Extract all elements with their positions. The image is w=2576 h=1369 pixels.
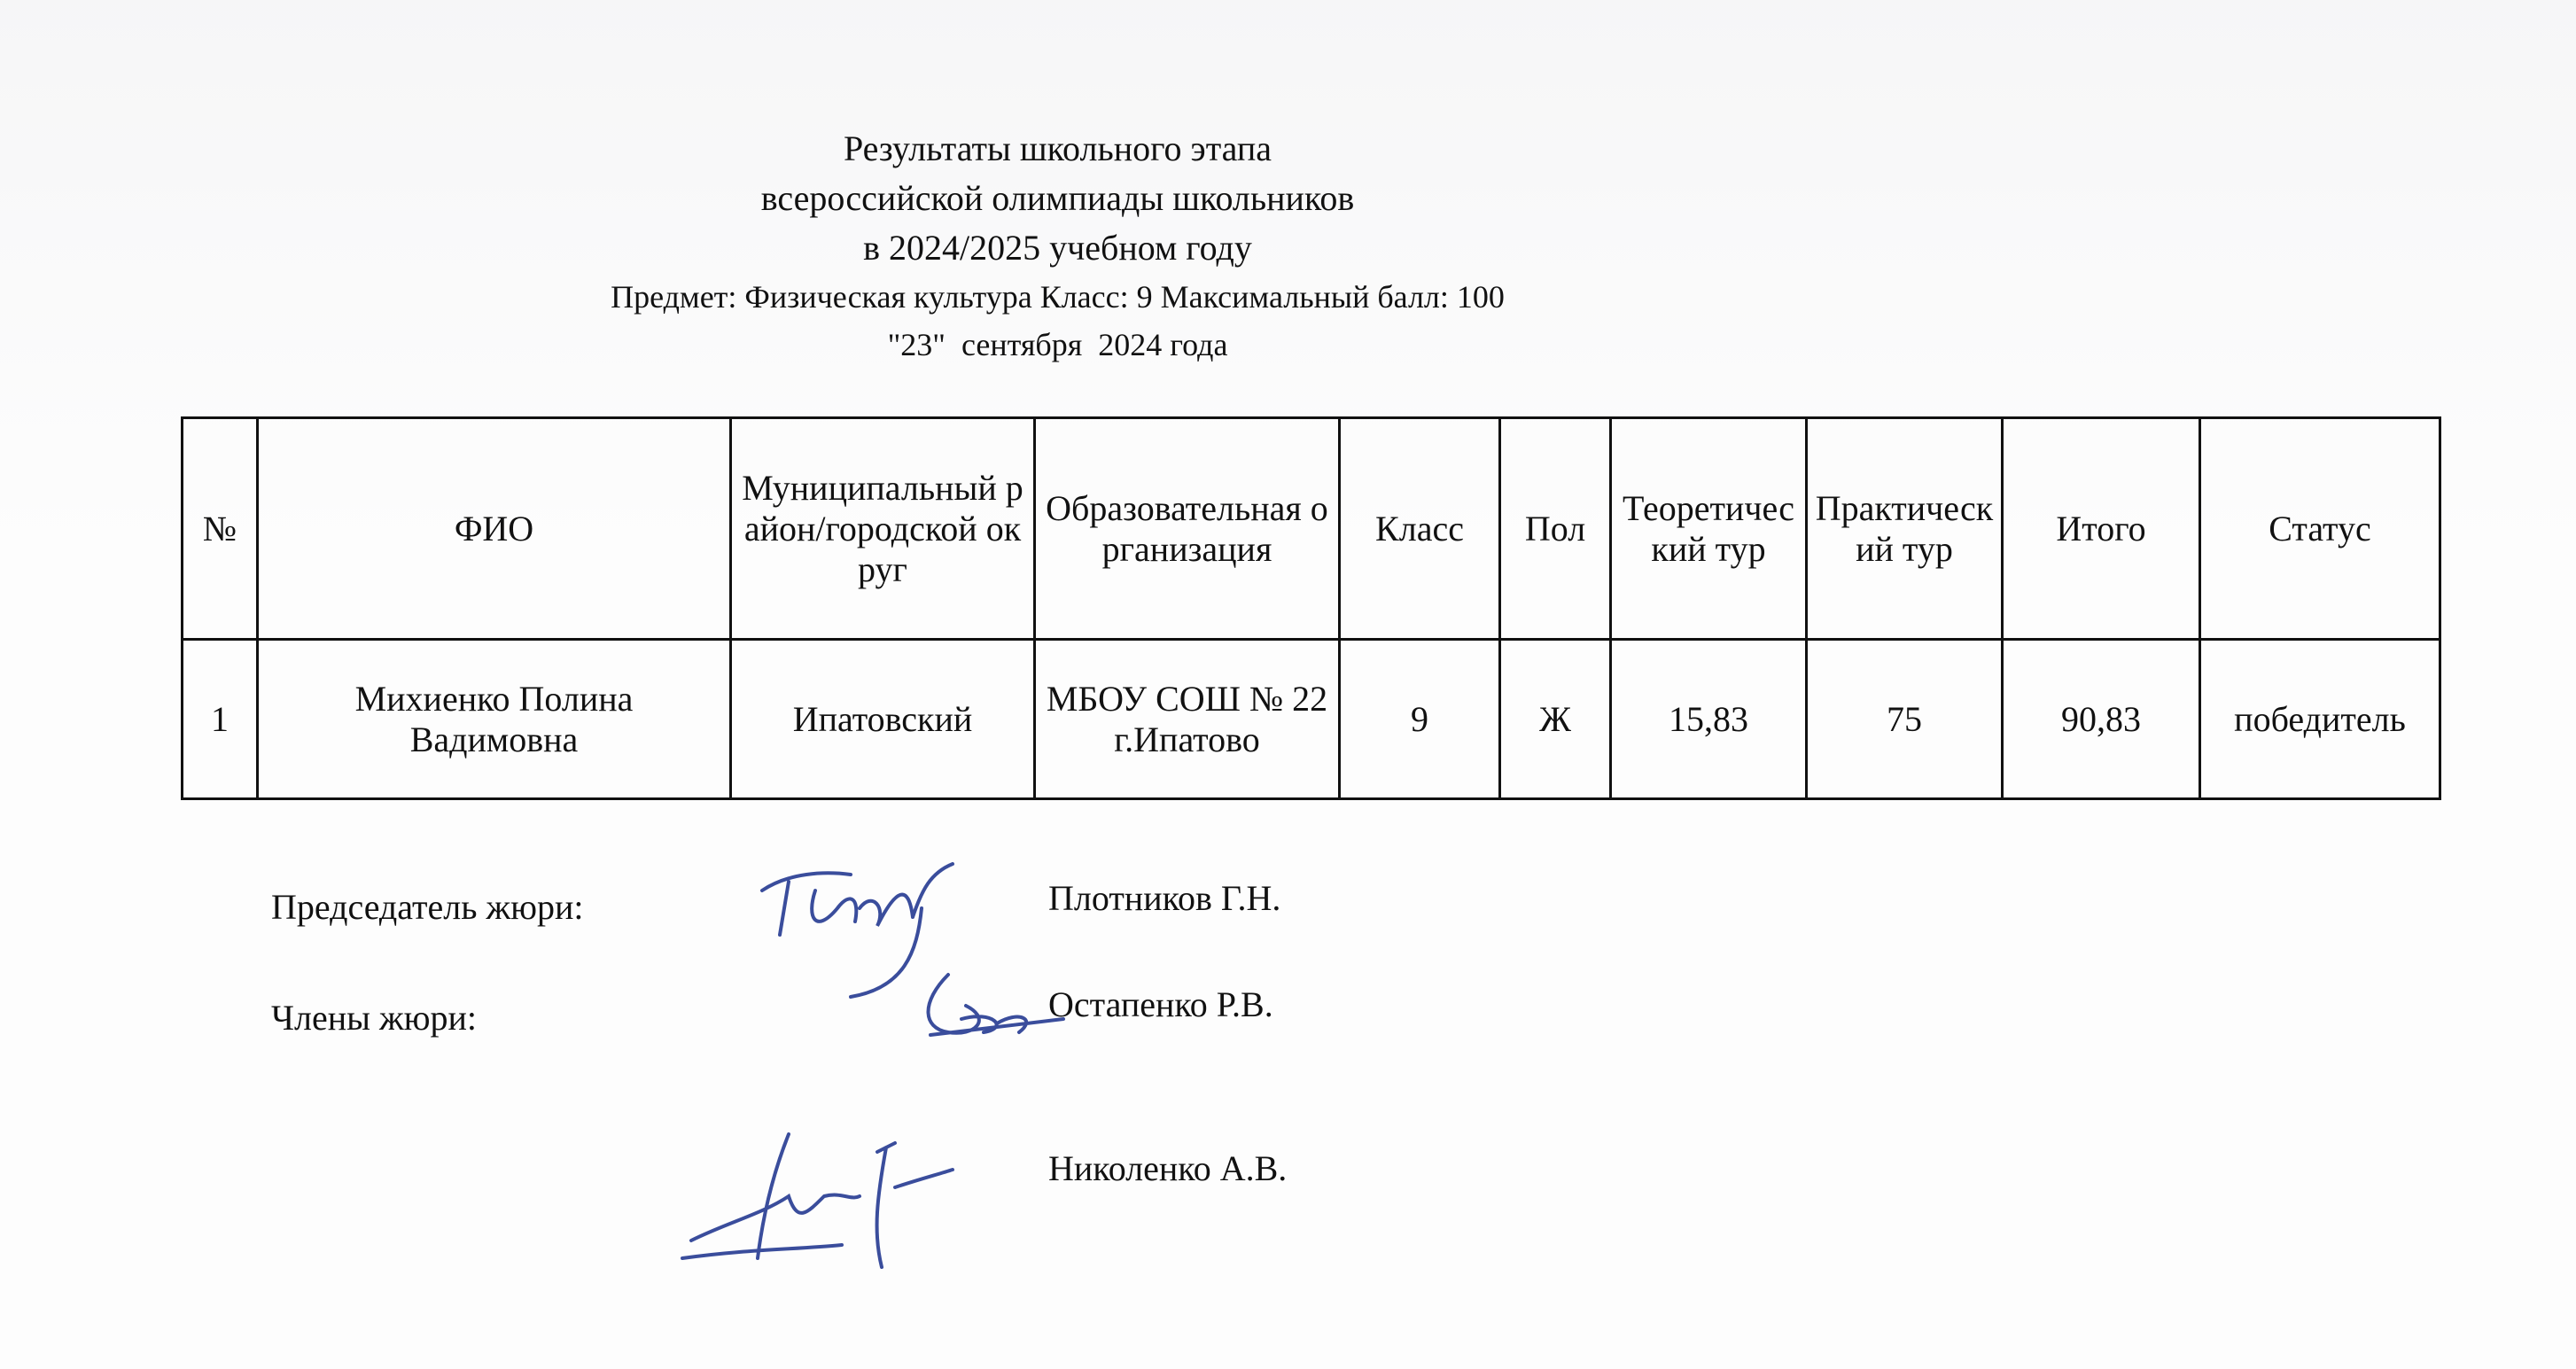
cell-practice: 75 bbox=[1807, 640, 2003, 799]
member-signature-1 bbox=[913, 957, 1072, 1054]
title-line-1: Результаты школьного этапа bbox=[843, 128, 1272, 168]
column-header-number: № bbox=[183, 418, 258, 640]
title-line-2: всероссийской олимпиады школьников bbox=[760, 178, 1355, 218]
jury-chair-name: Плотников Г.Н. bbox=[1048, 878, 1281, 918]
cell-fio: Михиенко Полина Вадимовна bbox=[258, 640, 731, 799]
column-header-theory: Теоретический тур bbox=[1611, 418, 1807, 640]
column-header-fio: ФИО bbox=[258, 418, 731, 640]
document-header bbox=[0, 124, 2576, 369]
member-signature-2 bbox=[673, 1125, 957, 1276]
jury-members-label: Члены жюри: bbox=[271, 998, 478, 1038]
table-row bbox=[183, 640, 2440, 799]
results-table bbox=[181, 416, 2441, 800]
column-header-grade: Класс bbox=[1340, 418, 1500, 640]
table-header-row bbox=[183, 418, 2440, 640]
column-header-district: Муниципальный район/городской округ bbox=[731, 418, 1035, 640]
jury-member-name-1: Остапенко Р.В. bbox=[1048, 984, 1273, 1024]
cell-number: 1 bbox=[183, 640, 258, 799]
cell-school: МБОУ СОШ № 22 г.Ипатово bbox=[1035, 640, 1340, 799]
column-header-status: Статус bbox=[2200, 418, 2440, 640]
column-header-school: Образовательная организация bbox=[1035, 418, 1340, 640]
column-header-sex: Пол bbox=[1500, 418, 1611, 640]
cell-theory: 15,83 bbox=[1611, 640, 1807, 799]
cell-grade: 9 bbox=[1340, 640, 1500, 799]
date-line: "23" сентября 2024 года bbox=[887, 327, 1228, 362]
cell-total: 90,83 bbox=[2003, 640, 2200, 799]
cell-status: победитель bbox=[2200, 640, 2440, 799]
title-line-3: в 2024/2025 учебном году bbox=[863, 228, 1252, 268]
jury-chair-label: Председатель жюри: bbox=[271, 887, 584, 927]
column-header-practice: Практический тур bbox=[1807, 418, 2003, 640]
cell-district: Ипатовский bbox=[731, 640, 1035, 799]
column-header-total: Итого bbox=[2003, 418, 2200, 640]
subject-line: Предмет: Физическая культура Класс: 9 Максимальный балл: 100 bbox=[611, 279, 1505, 315]
jury-member-name-2: Николенко А.В. bbox=[1048, 1148, 1288, 1188]
cell-sex: Ж bbox=[1500, 640, 1611, 799]
